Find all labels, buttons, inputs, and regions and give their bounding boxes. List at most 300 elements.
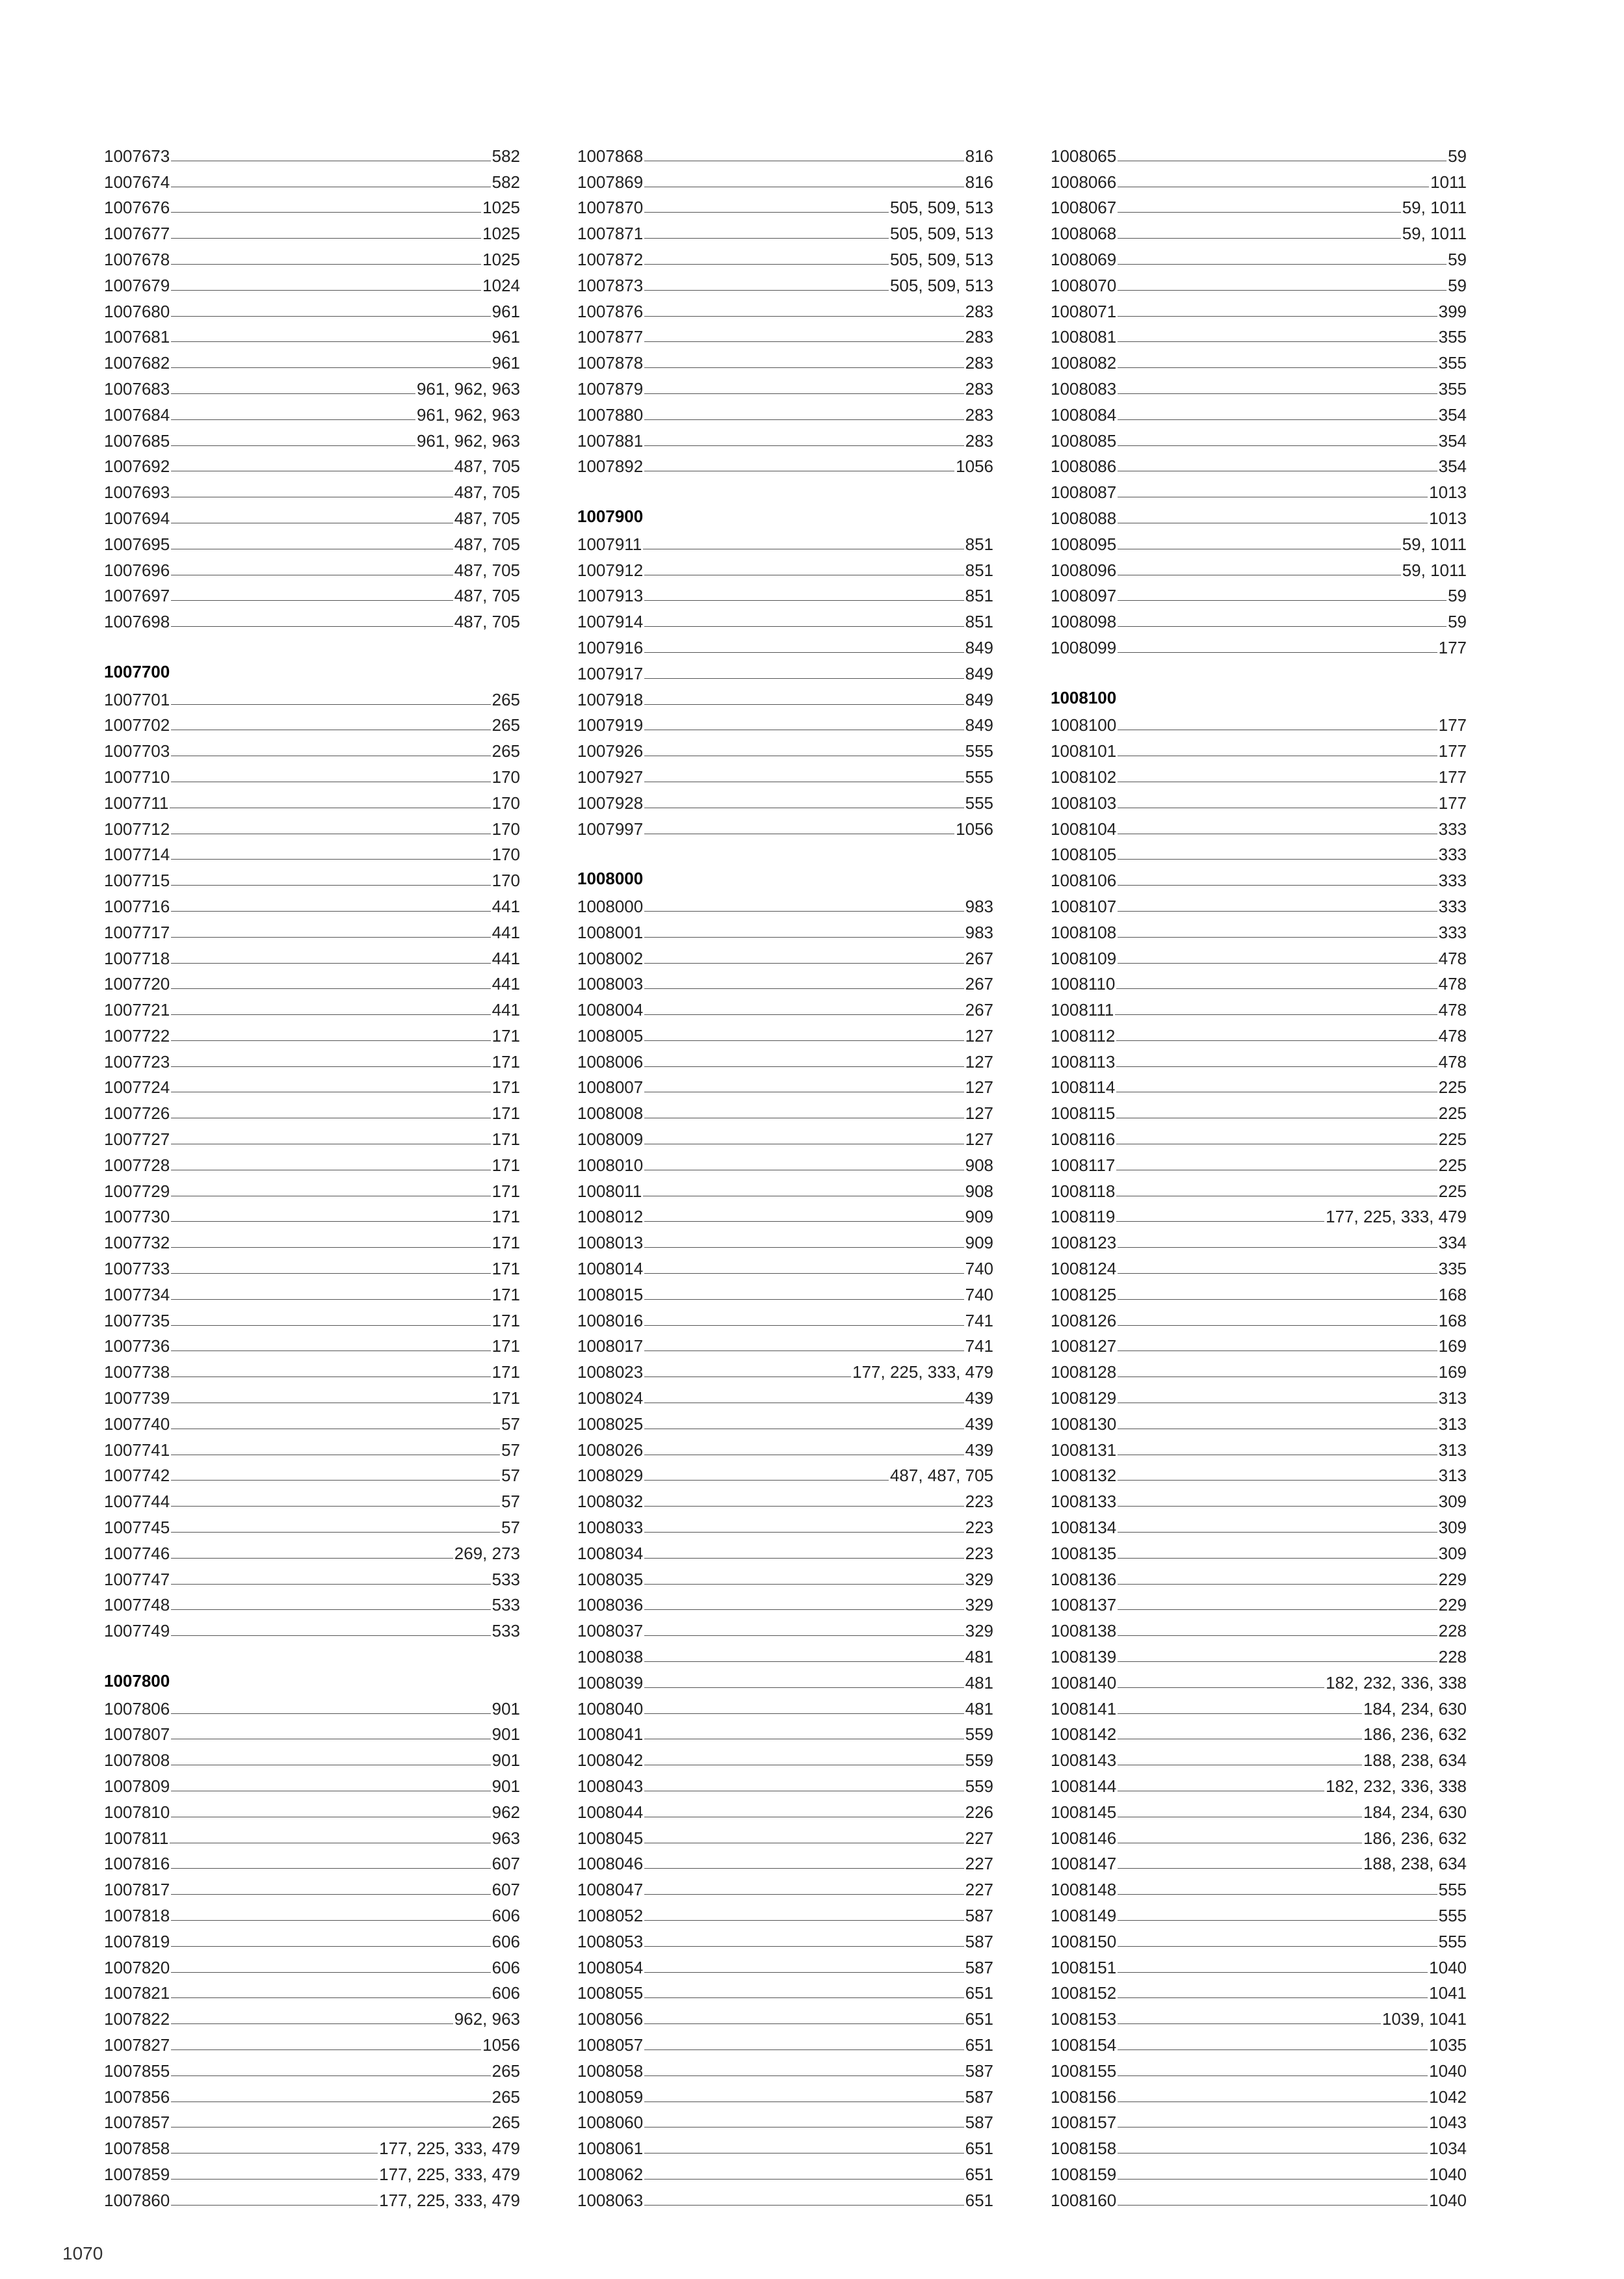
index-entry bbox=[577, 423, 993, 449]
index-entry bbox=[577, 2001, 993, 2027]
entry-pages: 651 bbox=[965, 2190, 993, 2210]
entry-code: 1008150 bbox=[1051, 1931, 1117, 1951]
entry-pages: 171 bbox=[491, 1103, 520, 1124]
entry-code: 1007914 bbox=[577, 612, 644, 632]
index-entry bbox=[1051, 992, 1467, 1018]
entry-pages: 188, 238, 634 bbox=[1363, 1750, 1467, 1771]
entry-pages: 849 bbox=[965, 689, 993, 709]
entry-pages: 170 bbox=[491, 767, 520, 787]
index-entry bbox=[577, 371, 993, 397]
index-entry bbox=[1051, 1406, 1467, 1432]
entry-pages: 439 bbox=[965, 1388, 993, 1408]
entry-pages: 441 bbox=[491, 922, 520, 942]
entry-code: 1007692 bbox=[104, 456, 170, 477]
entry-pages: 983 bbox=[965, 922, 993, 942]
leader-line bbox=[1118, 1325, 1437, 1326]
entry-pages: 225 bbox=[1438, 1077, 1467, 1098]
entry-pages: 283 bbox=[965, 430, 993, 451]
index-entry bbox=[104, 967, 520, 993]
entry-code: 1007927 bbox=[577, 767, 644, 787]
leader-line bbox=[171, 1868, 490, 1869]
entry-pages: 963 bbox=[491, 1828, 520, 1848]
index-entry bbox=[104, 423, 520, 449]
index-entry bbox=[1051, 2183, 1467, 2209]
leader-line bbox=[644, 937, 963, 938]
entry-code: 1007868 bbox=[577, 146, 644, 166]
leader-line bbox=[644, 1040, 963, 1041]
entry-code: 1008063 bbox=[577, 2190, 644, 2210]
leader-line bbox=[171, 1558, 453, 1559]
index-entry bbox=[104, 1484, 520, 1510]
entry-pages: 1025 bbox=[482, 224, 520, 244]
entry-code: 1007739 bbox=[104, 1388, 170, 1408]
index-entry bbox=[1051, 785, 1467, 811]
leader-line bbox=[1118, 652, 1437, 653]
leader-line bbox=[644, 1066, 963, 1067]
entry-code: 1007871 bbox=[577, 224, 644, 244]
leader-line bbox=[644, 2075, 963, 2076]
entry-code: 1007730 bbox=[104, 1207, 170, 1227]
entry-code: 1008100 bbox=[1051, 715, 1117, 735]
entry-code: 1008103 bbox=[1051, 793, 1117, 813]
index-entry bbox=[104, 1510, 520, 1536]
entry-code: 1008036 bbox=[577, 1595, 644, 1615]
entry-pages: 182, 232, 336, 338 bbox=[1326, 1776, 1467, 1796]
entry-code: 1008138 bbox=[1051, 1621, 1117, 1641]
entry-code: 1008003 bbox=[577, 974, 644, 994]
index-entry bbox=[577, 1484, 993, 1510]
leader-line bbox=[644, 1480, 889, 1481]
entry-code: 1007696 bbox=[104, 560, 170, 580]
index-entry bbox=[104, 2183, 520, 2209]
entry-code: 1008131 bbox=[1051, 1440, 1117, 1460]
section-header: 1007900 bbox=[577, 506, 644, 526]
leader-line bbox=[644, 367, 963, 368]
leader-line bbox=[1118, 626, 1447, 627]
entry-code: 1008156 bbox=[1051, 2087, 1117, 2107]
entry-code: 1008001 bbox=[577, 922, 644, 942]
leader-line bbox=[1118, 212, 1400, 213]
index-entry bbox=[577, 1872, 993, 1898]
entry-code: 1007728 bbox=[104, 1155, 170, 1175]
leader-line bbox=[171, 1325, 490, 1326]
entry-pages: 188, 238, 634 bbox=[1363, 1854, 1467, 1874]
entry-pages: 168 bbox=[1438, 1310, 1467, 1330]
index-entry bbox=[104, 320, 520, 346]
leader-line bbox=[171, 445, 415, 446]
entry-pages: 225 bbox=[1438, 1103, 1467, 1124]
leader-line bbox=[644, 988, 963, 989]
entry-code: 1008110 bbox=[1051, 974, 1116, 994]
entry-code: 1007807 bbox=[104, 1724, 170, 1745]
index-entry bbox=[577, 1380, 993, 1406]
leader-line bbox=[644, 1868, 963, 1869]
entry-code: 1007820 bbox=[104, 1957, 170, 1977]
entry-code: 1007698 bbox=[104, 612, 170, 632]
index-entry bbox=[577, 2105, 993, 2131]
entry-code: 1008147 bbox=[1051, 1854, 1117, 1874]
leader-line bbox=[644, 1687, 963, 1688]
entry-code: 1008082 bbox=[1051, 353, 1117, 373]
entry-pages: 171 bbox=[491, 1207, 520, 1227]
entry-pages: 1039, 1041 bbox=[1382, 2009, 1467, 2029]
entry-code: 1007870 bbox=[577, 198, 644, 218]
entry-code: 1008008 bbox=[577, 1103, 644, 1124]
leader-line bbox=[171, 2023, 453, 2024]
entry-pages: 309 bbox=[1438, 1518, 1467, 1538]
entry-code: 1008040 bbox=[577, 1698, 644, 1719]
leader-line bbox=[644, 264, 889, 265]
leader-line bbox=[1118, 2127, 1428, 2128]
leader-line bbox=[644, 2101, 963, 2102]
entry-code: 1007723 bbox=[104, 1051, 170, 1072]
entry-pages: 1043 bbox=[1429, 2113, 1467, 2133]
entry-pages: 267 bbox=[965, 948, 993, 968]
index-entry bbox=[577, 2157, 993, 2183]
leader-line bbox=[171, 2127, 490, 2128]
entry-code: 1008041 bbox=[577, 1724, 644, 1745]
index-entry bbox=[104, 889, 520, 915]
section-header: 1008000 bbox=[577, 869, 644, 889]
entry-pages: 961, 962, 963 bbox=[416, 404, 520, 425]
leader-line bbox=[1118, 445, 1437, 446]
index-entry bbox=[104, 501, 520, 527]
index-entry bbox=[104, 1277, 520, 1303]
entry-pages: 559 bbox=[965, 1724, 993, 1745]
entry-code: 1007746 bbox=[104, 1543, 170, 1563]
entry-code: 1008101 bbox=[1051, 741, 1117, 761]
entry-pages: 127 bbox=[965, 1077, 993, 1098]
entry-code: 1008023 bbox=[577, 1362, 644, 1382]
entry-pages: 59, 1011 bbox=[1402, 224, 1467, 244]
leader-line bbox=[1118, 1687, 1324, 1688]
entry-pages: 741 bbox=[965, 1336, 993, 1356]
entry-pages: 177 bbox=[1438, 715, 1467, 735]
entry-code: 1007697 bbox=[104, 586, 170, 606]
entry-pages: 329 bbox=[965, 1595, 993, 1615]
index-entry bbox=[577, 1251, 993, 1277]
leader-line bbox=[171, 1040, 490, 1041]
entry-pages: 283 bbox=[965, 404, 993, 425]
entry-code: 1008032 bbox=[577, 1492, 644, 1512]
entry-code: 1008066 bbox=[1051, 172, 1117, 192]
entry-code: 1008155 bbox=[1051, 2061, 1117, 2081]
entry-pages: 651 bbox=[965, 1983, 993, 2003]
entry-pages: 223 bbox=[965, 1492, 993, 1512]
entry-pages: 168 bbox=[1438, 1284, 1467, 1304]
entry-pages: 309 bbox=[1438, 1543, 1467, 1563]
entry-code: 1007856 bbox=[104, 2087, 170, 2107]
leader-line bbox=[171, 600, 453, 601]
entry-code: 1008133 bbox=[1051, 1492, 1117, 1512]
entry-pages: 127 bbox=[965, 1103, 993, 1124]
entry-pages: 606 bbox=[491, 1957, 520, 1977]
entry-pages: 127 bbox=[965, 1129, 993, 1150]
entry-code: 1008085 bbox=[1051, 430, 1117, 451]
index-entry bbox=[104, 1769, 520, 1795]
entry-pages: 651 bbox=[965, 2035, 993, 2055]
entry-code: 1007711 bbox=[104, 793, 169, 813]
index-entry bbox=[1051, 397, 1467, 423]
entry-pages: 265 bbox=[491, 715, 520, 735]
entry-pages: 505, 509, 513 bbox=[889, 198, 993, 218]
leader-line bbox=[1118, 2205, 1428, 2206]
entry-pages: 171 bbox=[491, 1362, 520, 1382]
index-entry bbox=[577, 1821, 993, 1847]
index-entry bbox=[104, 1303, 520, 1329]
entry-pages: 59 bbox=[1448, 586, 1467, 606]
index-entry bbox=[104, 1872, 520, 1898]
leader-line bbox=[644, 1247, 963, 1248]
index-entry bbox=[1051, 449, 1467, 475]
index-entry bbox=[104, 138, 520, 165]
entry-code: 1007724 bbox=[104, 1077, 170, 1098]
leader-line bbox=[171, 2101, 490, 2102]
entry-pages: 59, 1011 bbox=[1402, 198, 1467, 218]
entry-pages: 265 bbox=[491, 2061, 520, 2081]
index-entry bbox=[1051, 941, 1467, 967]
entry-pages: 961 bbox=[491, 301, 520, 321]
entry-code: 1007926 bbox=[577, 741, 644, 761]
entry-code: 1007876 bbox=[577, 301, 644, 321]
entry-pages: 487, 705 bbox=[454, 586, 520, 606]
entry-pages: 816 bbox=[965, 172, 993, 192]
index-entry bbox=[577, 1329, 993, 1355]
page-number: 1070 bbox=[62, 2243, 103, 2263]
leader-line bbox=[644, 1221, 963, 1222]
entry-code: 1008096 bbox=[1051, 560, 1117, 580]
entry-pages: 1056 bbox=[956, 819, 993, 839]
leader-line bbox=[644, 419, 963, 420]
entry-code: 1008047 bbox=[577, 1880, 644, 1900]
entry-code: 1008144 bbox=[1051, 1776, 1117, 1796]
entry-code: 1008006 bbox=[577, 1051, 644, 1072]
index-entry bbox=[1051, 268, 1467, 294]
leader-line bbox=[1118, 1584, 1437, 1585]
leader-line bbox=[1118, 1997, 1428, 1998]
entry-pages: 329 bbox=[965, 1569, 993, 1589]
leader-line bbox=[644, 652, 963, 653]
index-entry bbox=[104, 708, 520, 734]
entry-pages: 559 bbox=[965, 1750, 993, 1771]
leader-line bbox=[171, 393, 415, 394]
entry-pages: 606 bbox=[491, 1983, 520, 2003]
index-entry bbox=[104, 397, 520, 423]
entry-pages: 851 bbox=[965, 586, 993, 606]
index-entry bbox=[577, 2079, 993, 2105]
entry-code: 1008136 bbox=[1051, 1569, 1117, 1589]
index-entry bbox=[577, 889, 993, 915]
index-entry bbox=[104, 1432, 520, 1458]
index-entry bbox=[1051, 216, 1467, 242]
entry-pages: 169 bbox=[1438, 1362, 1467, 1382]
index-entry bbox=[577, 1976, 993, 2002]
entry-pages: 171 bbox=[491, 1233, 520, 1253]
entry-pages: 186, 236, 632 bbox=[1363, 1828, 1467, 1848]
index-entry bbox=[577, 1536, 993, 1562]
leader-line bbox=[171, 911, 490, 912]
index-entry bbox=[104, 915, 520, 941]
entry-pages: 229 bbox=[1438, 1595, 1467, 1615]
index-entry bbox=[1051, 1148, 1467, 1174]
index-entry bbox=[104, 837, 520, 863]
entry-code: 1007913 bbox=[577, 586, 644, 606]
index-entry bbox=[1051, 553, 1467, 579]
index-entry bbox=[577, 992, 993, 1018]
entry-pages: 478 bbox=[1438, 1000, 1467, 1020]
index-entry bbox=[104, 242, 520, 268]
index-entry bbox=[577, 1924, 993, 1950]
index-entry bbox=[104, 345, 520, 371]
entry-pages: 478 bbox=[1438, 974, 1467, 994]
index-entry bbox=[1051, 2001, 1467, 2027]
entry-code: 1007701 bbox=[104, 689, 170, 709]
entry-code: 1008046 bbox=[577, 1854, 644, 1874]
entry-pages: 1040 bbox=[1429, 2061, 1467, 2081]
entry-pages: 334 bbox=[1438, 1233, 1467, 1253]
leader-line bbox=[644, 2153, 963, 2154]
entry-code: 1008002 bbox=[577, 948, 644, 968]
entry-pages: 177, 225, 333, 479 bbox=[1326, 1207, 1467, 1227]
index-entry bbox=[104, 1691, 520, 1717]
entry-code: 1008118 bbox=[1051, 1181, 1116, 1201]
entry-pages: 329 bbox=[965, 1621, 993, 1641]
index-entry bbox=[577, 630, 993, 656]
entry-code: 1008095 bbox=[1051, 534, 1117, 554]
entry-code: 1008145 bbox=[1051, 1802, 1117, 1822]
entry-code: 1007912 bbox=[577, 560, 644, 580]
index-entry bbox=[1051, 191, 1467, 217]
entry-pages: 354 bbox=[1438, 430, 1467, 451]
entry-pages: 184, 234, 630 bbox=[1363, 1802, 1467, 1822]
index-entry bbox=[577, 1691, 993, 1717]
leader-line bbox=[171, 1584, 490, 1585]
index-entry bbox=[577, 682, 993, 708]
entry-pages: 177, 225, 333, 479 bbox=[379, 2139, 520, 2159]
entry-pages: 313 bbox=[1438, 1388, 1467, 1408]
index-entry bbox=[577, 1018, 993, 1044]
leader-line bbox=[171, 316, 490, 317]
entry-code: 1008126 bbox=[1051, 1310, 1117, 1330]
index-entry bbox=[1051, 423, 1467, 449]
leader-line bbox=[644, 1635, 963, 1636]
leader-line bbox=[1118, 963, 1437, 964]
leader-line bbox=[1118, 1506, 1437, 1507]
entry-pages: 487, 705 bbox=[454, 560, 520, 580]
section-gap bbox=[104, 630, 520, 656]
leader-line bbox=[644, 1920, 963, 1921]
section-header: 1008100 bbox=[1051, 687, 1117, 707]
entry-pages: 57 bbox=[501, 1414, 520, 1434]
leader-line bbox=[644, 1014, 963, 1015]
entry-pages: 478 bbox=[1438, 1051, 1467, 1072]
entry-pages: 1056 bbox=[956, 456, 993, 477]
entry-pages: 354 bbox=[1438, 456, 1467, 477]
index-entry bbox=[577, 1406, 993, 1432]
index-entry bbox=[577, 1200, 993, 1226]
index-entry bbox=[577, 1277, 993, 1303]
leader-line bbox=[1118, 290, 1447, 291]
entry-pages: 587 bbox=[965, 2113, 993, 2133]
index-entry bbox=[1051, 2105, 1467, 2131]
leader-line bbox=[171, 963, 490, 964]
entry-pages: 177 bbox=[1438, 793, 1467, 813]
entry-code: 1007809 bbox=[104, 1776, 170, 1796]
entry-code: 1007811 bbox=[104, 1828, 169, 1848]
entry-code: 1007720 bbox=[104, 974, 170, 994]
index-entry bbox=[1051, 475, 1467, 501]
entry-pages: 267 bbox=[965, 1000, 993, 1020]
index-entry bbox=[1051, 1743, 1467, 1769]
leader-line bbox=[171, 238, 481, 239]
entry-pages: 355 bbox=[1438, 327, 1467, 347]
entry-pages: 170 bbox=[491, 845, 520, 865]
entry-pages: 1040 bbox=[1429, 1957, 1467, 1977]
entry-code: 1007714 bbox=[104, 845, 170, 865]
index-entry bbox=[1051, 501, 1467, 527]
entry-pages: 962 bbox=[491, 1802, 520, 1822]
entry-code: 1008154 bbox=[1051, 2035, 1117, 2055]
index-entry bbox=[104, 1976, 520, 2002]
entry-pages: 851 bbox=[965, 612, 993, 632]
index-entry bbox=[577, 604, 993, 630]
index-entry bbox=[104, 1562, 520, 1588]
entry-code: 1008087 bbox=[1051, 482, 1117, 503]
entry-pages: 169 bbox=[1438, 1336, 1467, 1356]
entry-code: 1007680 bbox=[104, 301, 170, 321]
entry-pages: 265 bbox=[491, 689, 520, 709]
entry-code: 1007857 bbox=[104, 2113, 170, 2133]
entry-code: 1007817 bbox=[104, 1880, 170, 1900]
entry-pages: 582 bbox=[491, 172, 520, 192]
leader-line bbox=[1118, 937, 1437, 938]
leader-line bbox=[171, 2049, 481, 2050]
entry-pages: 223 bbox=[965, 1543, 993, 1563]
index-entry bbox=[577, 242, 993, 268]
leader-line bbox=[1118, 1661, 1437, 1662]
leader-line bbox=[1118, 1350, 1437, 1351]
index-entry bbox=[104, 2131, 520, 2157]
entry-pages: 177 bbox=[1438, 741, 1467, 761]
leader-line bbox=[171, 1894, 490, 1895]
leader-line bbox=[1118, 419, 1437, 420]
entry-code: 1008035 bbox=[577, 1569, 644, 1589]
leader-line bbox=[171, 1532, 500, 1533]
entry-code: 1007716 bbox=[104, 896, 170, 916]
entry-pages: 335 bbox=[1438, 1259, 1467, 1279]
entry-pages: 533 bbox=[491, 1595, 520, 1615]
entry-pages: 283 bbox=[965, 378, 993, 399]
entry-code: 1008152 bbox=[1051, 1983, 1117, 2003]
entry-code: 1008026 bbox=[577, 1440, 644, 1460]
index-entry bbox=[1051, 889, 1467, 915]
index-entry bbox=[104, 1251, 520, 1277]
entry-code: 1008128 bbox=[1051, 1362, 1117, 1382]
entry-pages: 851 bbox=[965, 560, 993, 580]
entry-code: 1008098 bbox=[1051, 612, 1117, 632]
index-entry bbox=[1051, 1613, 1467, 1639]
index-entry bbox=[577, 1174, 993, 1200]
index-entry bbox=[104, 1380, 520, 1406]
entry-code: 1007679 bbox=[104, 275, 170, 295]
leader-line bbox=[644, 341, 963, 342]
entry-pages: 227 bbox=[965, 1828, 993, 1848]
entry-code: 1007878 bbox=[577, 353, 644, 373]
entry-pages: 177 bbox=[1438, 767, 1467, 787]
entry-pages: 265 bbox=[491, 741, 520, 761]
leader-line bbox=[644, 2127, 963, 2128]
entry-pages: 171 bbox=[491, 1259, 520, 1279]
